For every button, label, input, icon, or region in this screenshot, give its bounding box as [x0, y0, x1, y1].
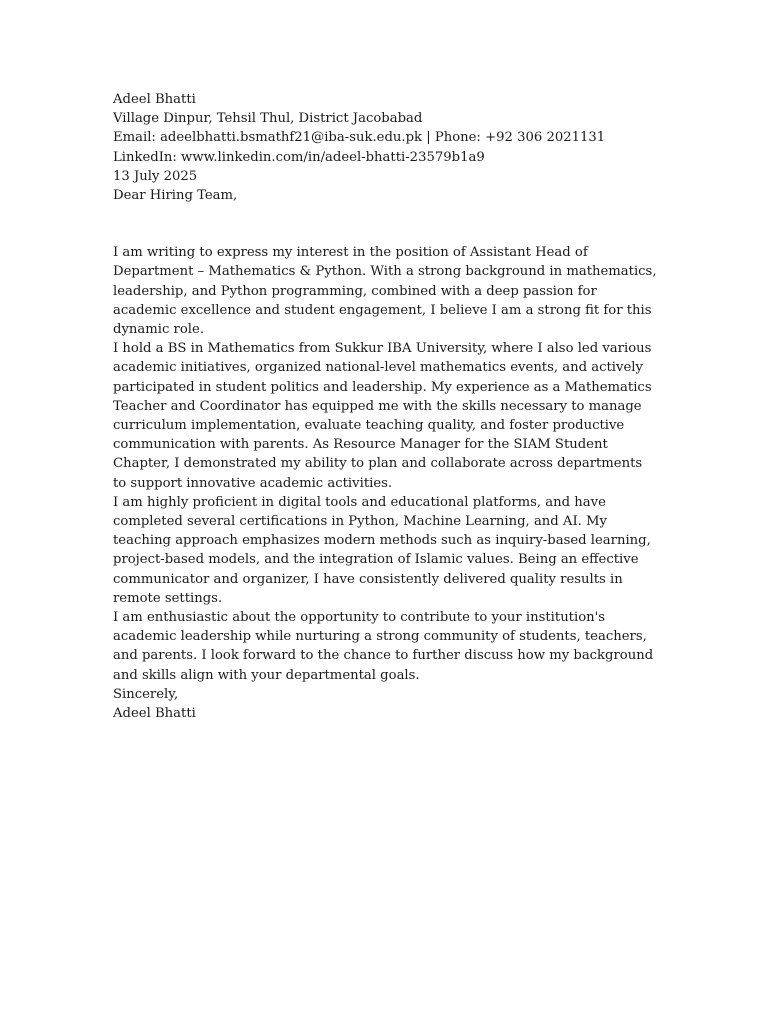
body-paragraph: I am highly proficient in digital tools and educational platforms, and have completed several certifications in Python, Machine Learning, and AI. My teaching approach emphasizes modern methods such as inquiry-based learning, project-based models, and the integration of Islamic values. Being an effective communicator and organizer, I have consistently delivered quality results in remote settings. — [113, 494, 651, 606]
closing: Sincerely, — [113, 686, 179, 702]
salutation: Dear Hiring Team, — [113, 188, 238, 204]
letter-body — [113, 243, 658, 685]
sender-block — [113, 90, 658, 167]
body-paragraph: I am writing to express my interest in the position of Assistant Head of Department – Mathematics & Python. With a strong background in mathematics, leadership, and Python programming, combined with a deep passion for academic excellence and student engagement, I believe I am a strong fit for this dynamic role. — [113, 245, 657, 338]
letter-date: 13 July 2025 — [113, 168, 198, 184]
sender-linkedin: LinkedIn: www.linkedin.com/in/adeel-bhatti-23579b1a9 — [113, 149, 485, 165]
signature-name: Adeel Bhatti — [113, 706, 196, 722]
cover-letter — [113, 90, 658, 723]
sender-name: Adeel Bhatti — [113, 92, 196, 107]
body-paragraph: I hold a BS in Mathematics from Sukkur IBA University, where I also led various academic initiatives, organized national-level mathematics events, and actively participated in student politics and leadership. My experience as a Mathematics Teacher and Coordinator has equipped me with the skills necessary to manage curriculum implementation, evaluate teaching quality, and foster productive communication with parents. As Resource Manager for the SIAM Student Chapter, I demonstrated my ability to plan and collaborate across departments to support innovative academic activities. — [113, 341, 652, 491]
sender-address: Village Dinpur, Tehsil Thul, District Jacobabad — [113, 111, 423, 127]
body-paragraph: I am enthusiastic about the opportunity to contribute to your institution's academic leadership while nurturing a strong community of students, teachers, and parents. I look forward to the chance to further discuss how my background and skills align with your departmental goals. — [113, 610, 654, 683]
sender-contact: Email: adeelbhatti.bsmathf21@iba-suk.edu.pk | Phone: +92 306 2021131 — [113, 130, 606, 146]
